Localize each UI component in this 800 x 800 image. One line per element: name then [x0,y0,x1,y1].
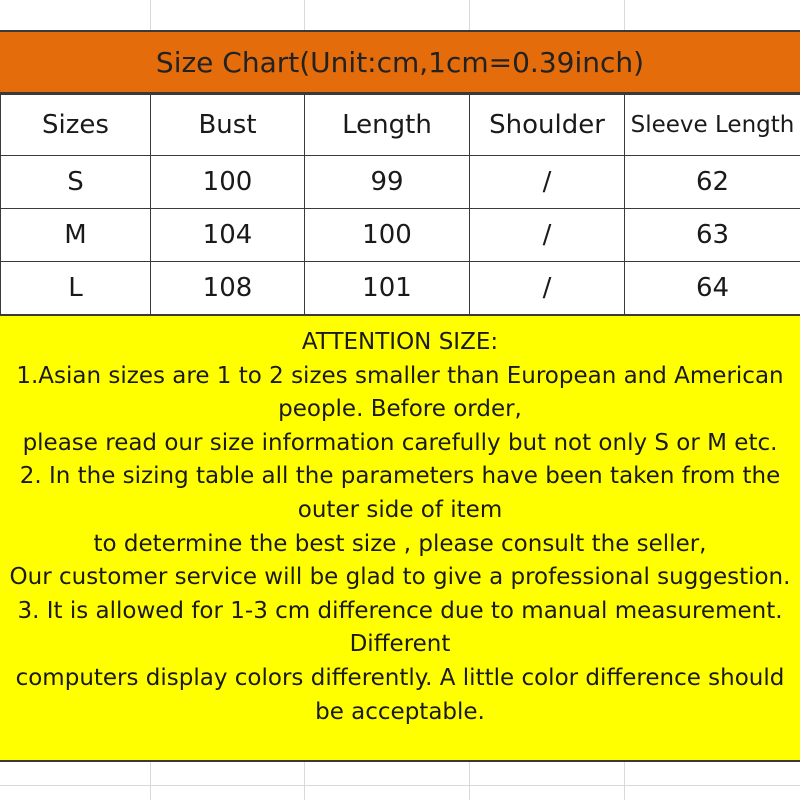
table-cell: 100 [305,209,470,262]
notice-line: people. Before order, [278,396,522,423]
table-cell: 108 [151,262,305,315]
table-cell: L [1,262,151,315]
notice-line: outer side of item [297,496,503,523]
notice-line: 3. It is allowed for 1-3 cm difference due to manual measurement. [17,597,783,624]
notice-line: Different [349,631,451,658]
header-bust: Bust [151,95,305,156]
notice-line: to determine the best size , please consult the seller, [93,530,707,557]
table-cell: 62 [625,156,800,209]
table-cell: 64 [625,262,800,315]
size-chart-title [0,30,800,94]
table-cell: / [470,209,625,262]
header-shoulder: Shoulder [470,95,625,156]
attention-notice [0,314,800,762]
table-cell: S [1,156,151,209]
table-cell: 100 [151,156,305,209]
table-cell: 63 [625,209,800,262]
table-header-row [1,95,800,156]
table-row [1,156,800,209]
size-chart-title-text: Size Chart(Unit:cm,1cm=0.39inch) [155,45,645,79]
header-sizes: Sizes [1,95,151,156]
table-cell: 99 [305,156,470,209]
table-cell: M [1,209,151,262]
table-cell: 101 [305,262,470,315]
notice-line: computers display colors differently. A little color difference should [15,664,785,691]
table-row [1,262,800,315]
notice-line: 1.Asian sizes are 1 to 2 sizes smaller than European and American [16,362,784,389]
header-sleeve-length: Sleeve Length [625,95,800,156]
size-table [0,94,800,315]
notice-line: be acceptable. [315,698,485,725]
notice-line: 2. In the sizing table all the parameters have been taken from the [19,463,781,490]
header-length: Length [305,95,470,156]
notice-heading: ATTENTION SIZE: [301,329,499,355]
table-cell: 104 [151,209,305,262]
table-cell: / [470,262,625,315]
table-row [1,209,800,262]
table-cell: / [470,156,625,209]
notice-line: please read our size information carefully but not only S or M etc. [22,429,778,456]
notice-line: Our customer service will be glad to give a professional suggestion. [9,564,791,591]
